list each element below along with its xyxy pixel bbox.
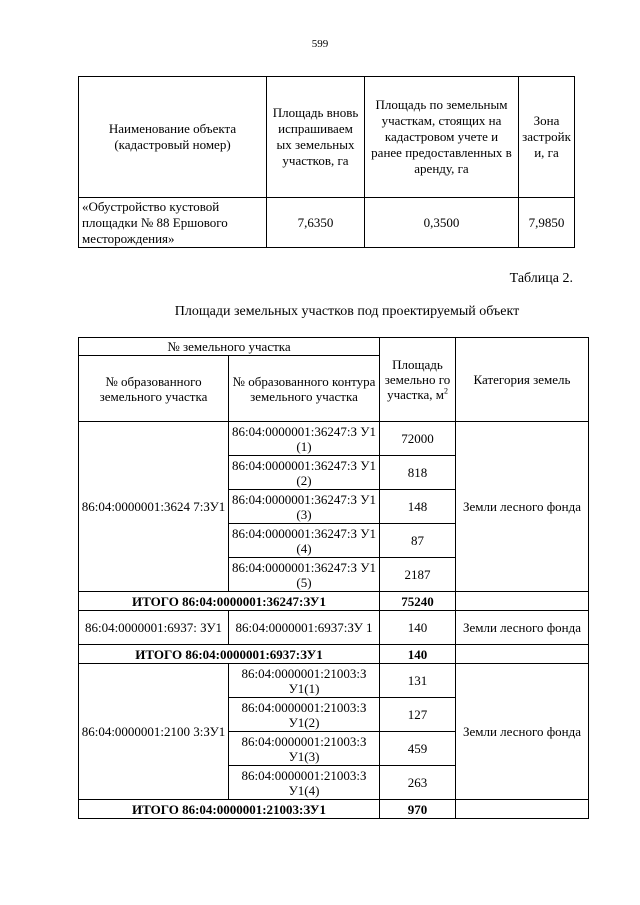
contour-cell: 86:04:0000001:36247:З У1 (3): [229, 490, 380, 524]
total-value: 970: [380, 800, 456, 819]
total-row: [79, 645, 589, 664]
table-row: [79, 198, 575, 248]
header-zone: Зона застройк и, га: [519, 77, 575, 198]
area-cell: 818: [380, 456, 456, 490]
table-label: Таблица 2.: [509, 271, 573, 286]
table-header-row: [79, 338, 589, 356]
area-cell: 140: [380, 611, 456, 645]
total-value: 140: [380, 645, 456, 664]
area-cell: 131: [380, 664, 456, 698]
area-cell: 263: [380, 766, 456, 800]
contour-cell: 86:04:0000001:36247:З У1 (1): [229, 422, 380, 456]
contour-cell: 86:04:0000001:21003:З У1(2): [229, 698, 380, 732]
total-empty-cell: [456, 592, 589, 611]
object-area-table: [78, 76, 575, 248]
header-contour: № образованного контура земельного участка: [229, 356, 380, 422]
header-area: Площадь земельно го участка, $м^2$: [380, 338, 456, 422]
area-cell: 148: [380, 490, 456, 524]
total-label: ИТОГО 86:04:0000001:36247:ЗУ1: [79, 592, 380, 611]
contour-cell: 86:04:0000001:21003:З У1(1): [229, 664, 380, 698]
table-title: Площади земельных участков под проектируемый объект: [174, 304, 520, 319]
table-row: [79, 664, 589, 698]
parcel-cell: 86:04:0000001:2100 3:ЗУ1: [79, 664, 229, 800]
header-parcel-group: № земельного участка: [79, 338, 380, 356]
table-header-row: [79, 77, 575, 198]
parcel-cell: 86:04:0000001:3624 7:ЗУ1: [79, 422, 229, 592]
table-row: [79, 422, 589, 456]
header-category: Категория земель: [456, 338, 589, 422]
parcel-cell: 86:04:0000001:6937: ЗУ1: [79, 611, 229, 645]
contour-cell: 86:04:0000001:36247:З У1 (2): [229, 456, 380, 490]
header-registered-area: Площадь по земельным участкам, стоящих на кадастровом учете и ранее предоставленных в аренду, га: [365, 77, 519, 198]
parcel-area-table: [78, 337, 589, 819]
total-label: ИТОГО 86:04:0000001:21003:ЗУ1: [79, 800, 380, 819]
area-cell: 72000: [380, 422, 456, 456]
category-cell: Земли лесного фонда: [456, 664, 589, 800]
total-label: ИТОГО 86:04:0000001:6937:ЗУ1: [79, 645, 380, 664]
new-area-cell: 7,6350: [267, 198, 365, 248]
contour-cell: 86:04:0000001:21003:З У1(3): [229, 732, 380, 766]
total-value: 75240: [380, 592, 456, 611]
contour-cell: 86:04:0000001:36247:З У1 (5): [229, 558, 380, 592]
header-new-area: Площадь вновь испрашиваем ых земельных участков, га: [267, 77, 365, 198]
zone-cell: 7,9850: [519, 198, 575, 248]
contour-cell: 86:04:0000001:6937:ЗУ 1: [229, 611, 380, 645]
area-cell: 2187: [380, 558, 456, 592]
header-object-name: Наименование объекта (кадастровый номер): [79, 77, 267, 198]
object-name-cell: «Обустройство кустовой площадки № 88 Ершового месторождения»: [79, 198, 267, 248]
page-number: 599: [311, 38, 329, 50]
table-row: [79, 611, 589, 645]
total-row: [79, 592, 589, 611]
total-empty-cell: [456, 800, 589, 819]
area-cell: 127: [380, 698, 456, 732]
category-cell: Земли лесного фонда: [456, 611, 589, 645]
total-row: [79, 800, 589, 819]
contour-cell: 86:04:0000001:36247:З У1 (4): [229, 524, 380, 558]
area-cell: 87: [380, 524, 456, 558]
total-empty-cell: [456, 645, 589, 664]
category-cell: Земли лесного фонда: [456, 422, 589, 592]
area-cell: 459: [380, 732, 456, 766]
registered-area-cell: 0,3500: [365, 198, 519, 248]
header-formed-parcel: № образованного земельного участка: [79, 356, 229, 422]
contour-cell: 86:04:0000001:21003:З У1(4): [229, 766, 380, 800]
